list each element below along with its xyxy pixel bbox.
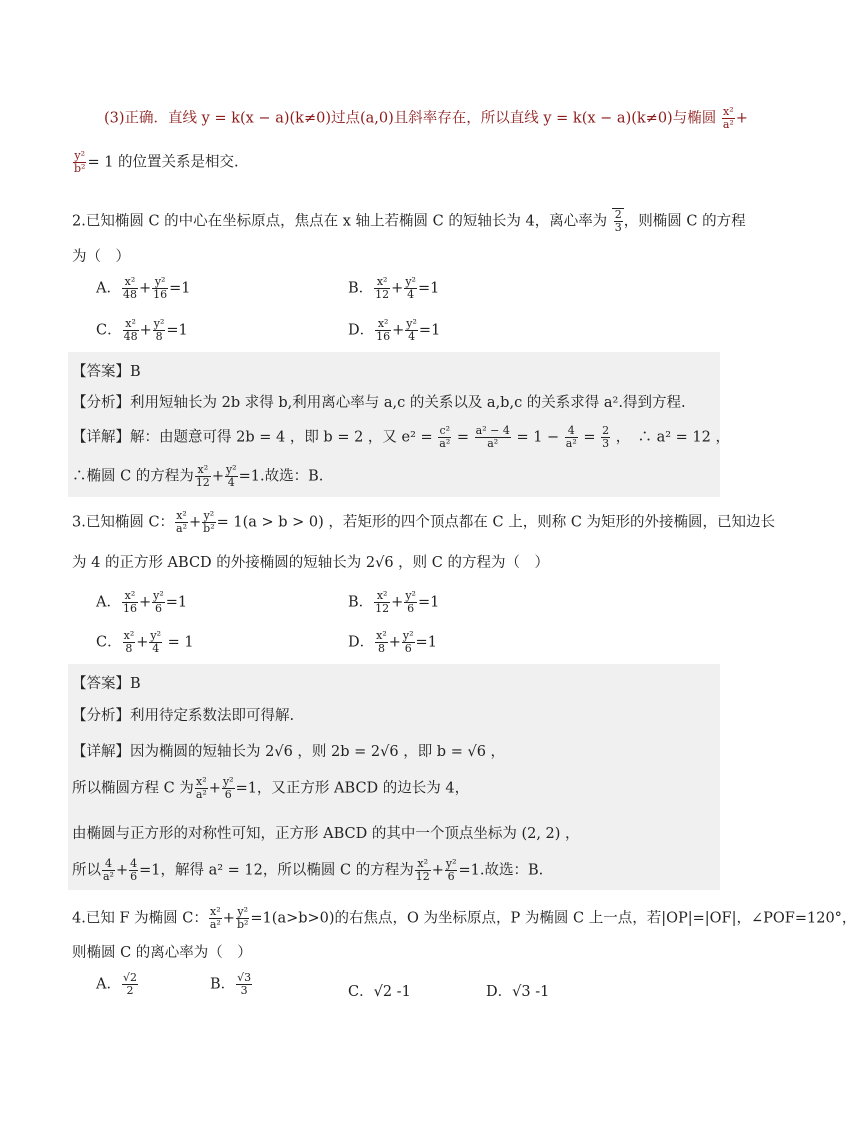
q3-detail-3: 由椭圆与正方形的对称性可知，正方形 ABCD 的其中一个顶点坐标为 (2, 2) ， bbox=[72, 826, 580, 842]
q3-detail-2: 所以椭圆方程 C 为 $\frac{\text{x²}}{\text{a²}}$ + $\frac{\text{y²}}{6}$ =1，又正方形 ABCD 的边长为 4， bbox=[72, 775, 470, 801]
q3-detail-4: 所以 $\frac{4}{\text{a²}}$ + $\frac{4}{6}$ =1，解得 a² = 12，所以椭圆 C 的方程为 $\frac{\text{x²}}{12}$ + $\frac{\text{y²}}{6}$ =1.故选：B. bbox=[72, 857, 544, 883]
q3-stem-end: 为 4 的正方形 ABCD 的外接椭圆的短轴长为 2√6 ，则 C 的方程为（ ） bbox=[72, 555, 549, 571]
q2-option-a: A． $\frac{\text{x²}}{48}$ + $\frac{\text{y²}}{16}$ =1 bbox=[96, 275, 191, 301]
q3-option-b: B． $\frac{\text{x²}}{12}$ + $\frac{\text{y²}}{6}$ =1 bbox=[348, 589, 440, 615]
q4-option-d: D．√3 -1 bbox=[486, 984, 550, 1000]
q2-answer: 【答案】B bbox=[72, 364, 141, 380]
q2-conclusion: ∴椭圆 C 的方程为 $\frac{\text{x²}}{12}$ + $\frac{\text{y²}}{4}$ =1.故选：B. bbox=[72, 463, 324, 489]
q4-option-b: B． $\frac{√3}{3}$ bbox=[210, 971, 252, 997]
q2-stem: 2.已知椭圆 C 的中心在坐标原点，焦点在 x 轴上若椭圆 C 的短轴长为 4，离心率为 $\frac{2}{3}$ ，则椭圆 C 的方程 bbox=[72, 208, 746, 234]
q3-analysis: 【分析】利用待定系数法即可得解. bbox=[72, 708, 295, 724]
q2-stem-end: 为（ ） bbox=[72, 249, 130, 265]
q3-answer: 【答案】B bbox=[72, 676, 141, 692]
q3-option-c: C． $\frac{\text{x²}}{8}$ + $\frac{\text{y²}}{4}$ = 1 bbox=[96, 629, 194, 655]
q3-stem: 3.已知椭圆 C： $\frac{\text{x²}}{\text{a²}}$ + $\frac{\text{y²}}{\text{b²}}$ = 1(a > b > 0) ，若矩形的四个顶点都在 C 上，则称 C 为矩形的外接椭圆，已知边长 bbox=[72, 509, 776, 535]
q3-option-d: D． $\frac{\text{x²}}{8}$ + $\frac{\text{y²}}{6}$ =1 bbox=[348, 629, 437, 655]
q4-option-a: A． $\frac{√2}{2}$ bbox=[96, 971, 137, 997]
q4-option-c: C．√2 -1 bbox=[348, 984, 411, 1000]
q3-detail-1: 【详解】因为椭圆的短轴长为 2√6 ，则 2b = 2√6 ，即 b = √6 ， bbox=[72, 744, 506, 760]
p3-line1: (3)正确．直线 y = k(x − a)(k≠0)过点(a,0)且斜率存在，所以直线 y = k(x − a)(k≠0)与椭圆 $\frac{\text{x²}}{\text{a²}}$ + bbox=[104, 105, 748, 131]
q3-option-a: A． $\frac{\text{x²}}{16}$ + $\frac{\text{y²}}{6}$ =1 bbox=[96, 589, 188, 615]
q4-stem: 4.已知 F 为椭圆 C： $\frac{\text{x²}}{\text{a²}}$ + $\frac{\text{y²}}{\text{b²}}$ =1(a>b>0)的右焦点，O 为坐标原点，P 为椭圆 C 上一点，若|OP|=|OF|，∠POF=120°， bbox=[72, 905, 856, 931]
q4-stem-end: 则椭圆 C 的离心率为（ ） bbox=[72, 945, 252, 961]
p3-line2: $\frac{\text{y²}}{\text{b²}}$ = 1 的位置关系是相交. bbox=[74, 149, 239, 175]
q2-option-d: D． $\frac{\text{x²}}{16}$ + $\frac{\text{y²}}{4}$ =1 bbox=[348, 317, 441, 343]
q2-option-c: C． $\frac{\text{x²}}{48}$ + $\frac{\text{y²}}{8}$ =1 bbox=[96, 317, 188, 343]
q2-detail: 【详解】解：由题意可得 2b = 4 ，即 b = 2 ，又 e² = $\frac{\text{c²}}{\text{a²}}$ = $\frac{\text{a² − 4}}{\text{a²}}$ = 1 − $\frac{4}{\text{a²}}$ = $\frac{2}{3}$ ， ∴ a² = 12 ， bbox=[72, 424, 730, 450]
q2-analysis: 【分析】利用短轴长为 2b 求得 b,利用离心率与 a,c 的关系以及 a,b,c 的关系求得 a².得到方程. bbox=[72, 395, 686, 411]
q2-option-b: B． $\frac{\text{x²}}{12}$ + $\frac{\text{y²}}{4}$ =1 bbox=[348, 275, 440, 301]
